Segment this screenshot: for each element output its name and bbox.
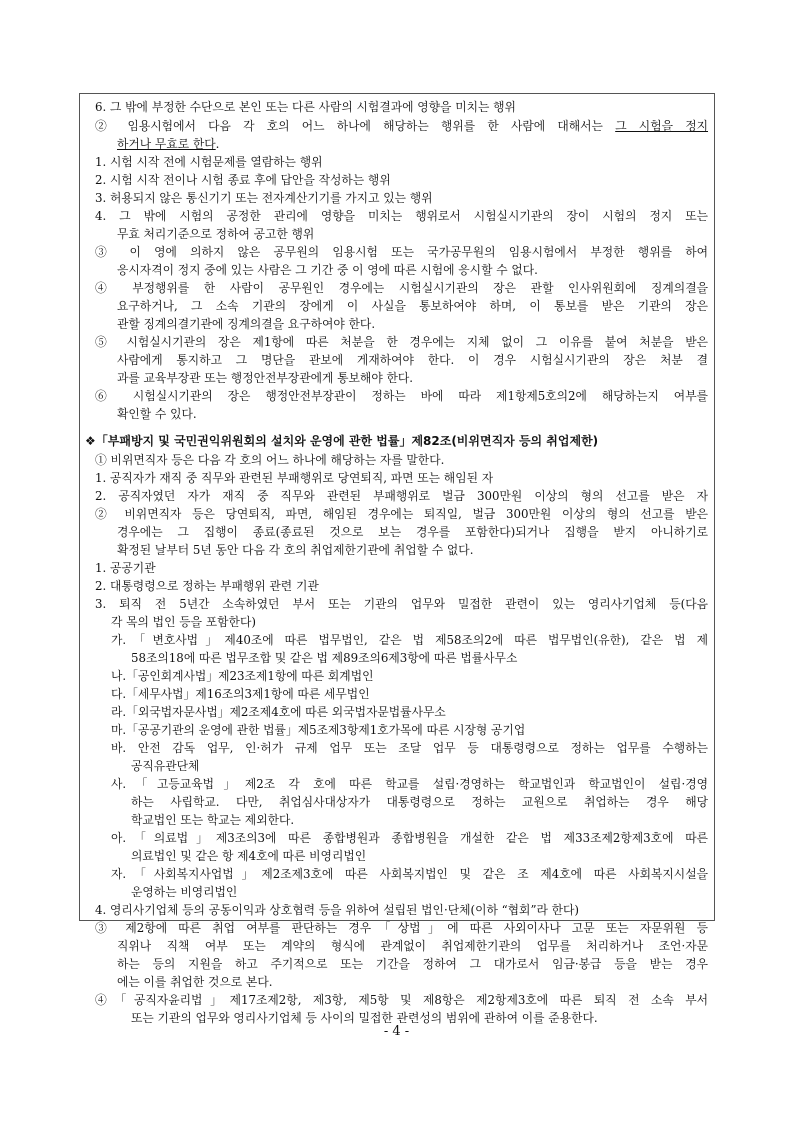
line-text (95, 505, 708, 523)
text-line (95, 387, 708, 405)
line-main-text: 나.「공인회계사법」제23조제1항에 따른 회계법인 (111, 669, 374, 683)
line-main-text: 4. 그 밖에 시험의 공정한 관리에 영향을 미치는 행위로서 시험실시기관의 장이 시험의 정지 또는 (95, 209, 708, 223)
line-main-text: 또는 기관의 업무와 영리사기업체 등 사이의 밀접한 관련성의 범위에 관하여 이를 준용한다. (131, 1011, 598, 1025)
line-text (95, 189, 433, 207)
line-text (117, 523, 708, 541)
line-main-text: 1. 공공기관 (95, 561, 156, 575)
line-main-text: 아.「의료법」제3조의3에 따른 종합병원과 종합병원을 개설한 같은 법 제33조제2항제3호에 따른 (111, 831, 708, 845)
text-line (131, 793, 708, 811)
line-trailing-text: . (215, 137, 220, 151)
text-line (95, 991, 708, 1009)
line-main-text: 응시자격이 정지 중에 있는 사람은 그 기간 중 이 영에 따른 시험에 응시할 수 없다. (117, 263, 538, 277)
line-text (85, 432, 598, 450)
text-line (131, 757, 199, 775)
page-number: - 4 - (383, 1024, 410, 1039)
line-main-text: 에는 이를 취업한 것으로 본다. (117, 975, 273, 989)
line-text (95, 171, 391, 189)
line-text (95, 279, 708, 297)
text-line (95, 153, 323, 171)
line-text (95, 991, 708, 1009)
line-main-text: ④ 부정행위를 한 사람이 공무원인 경우에는 시험실시기관의 장은 관할 인사위원회에 징계의결을 (95, 281, 708, 295)
line-text (111, 721, 525, 739)
line-text (117, 973, 273, 991)
line-text (117, 369, 413, 387)
text-line (117, 405, 197, 423)
line-text (131, 757, 199, 775)
line-text (95, 469, 493, 487)
underlined-text: 그 시험을 정지 (615, 119, 709, 133)
line-text (95, 117, 708, 135)
line-main-text: 과를 교육부장관 또는 행정안전부장관에게 통보해야 한다. (117, 371, 413, 385)
line-text (111, 703, 446, 721)
line-text (117, 315, 375, 333)
text-line (95, 595, 708, 613)
line-text (95, 387, 708, 405)
line-text (117, 405, 197, 423)
line-text (117, 261, 538, 279)
line-main-text: 3. 퇴직 전 5년간 소속하였던 부서 또는 기관의 업무와 밀접한 관련이 있는 영리사기업체 등(다음 (95, 597, 708, 611)
line-main-text: 공직유관단체 (131, 759, 200, 773)
line-main-text: 하는 사립학교. 다만, 취업심사대상자가 대통령령으로 정하는 교원으로 취업하는 경우 해당 (131, 795, 708, 809)
text-line (117, 523, 708, 541)
line-main-text: ⑤ 시험실시기관의 장은 제1항에 따른 처분을 한 경우에는 지체 없이 그 이유를 붙여 처분을 받은 (95, 335, 708, 349)
line-main-text: ⑥ 시험실시기관의 장은 행정안전부장관이 정하는 바에 따라 제1항제5호의2에 해당하는지 여부를 (95, 389, 708, 403)
text-line (117, 541, 473, 559)
text-line (111, 703, 446, 721)
line-text (95, 595, 708, 613)
line-text (117, 135, 219, 153)
text-line (111, 685, 370, 703)
text-line (95, 559, 156, 577)
line-main-text: 가.「변호사법」제40조에 따른 법무법인, 같은 법 제58조의2에 따른 법무법인(유한), 같은 법 제 (111, 633, 708, 647)
text-line (95, 207, 708, 225)
text-line (117, 937, 708, 955)
text-line (131, 649, 517, 667)
line-text (111, 739, 708, 757)
text-line (95, 469, 493, 487)
text-line (111, 631, 708, 649)
text-line (117, 297, 708, 315)
line-main-text: 1. 시험 시작 전에 시험문제를 열람하는 행위 (95, 155, 323, 169)
line-text (131, 883, 237, 901)
line-main-text: 무효 처리기준으로 정하여 공고한 행위 (117, 227, 315, 241)
text-line (95, 189, 433, 207)
text-line (131, 883, 237, 901)
line-text (95, 333, 708, 351)
text-line (95, 487, 708, 505)
line-text (95, 243, 708, 261)
text-line (95, 243, 708, 261)
text-line (95, 171, 391, 189)
line-main-text: 각 목의 법인 등을 포함한다) (111, 615, 256, 629)
text-line (111, 721, 525, 739)
line-main-text: 사람에게 통지하고 그 명단을 관보에 게재하여야 한다. 이 경우 시험실시기관의 장은 처분 결 (117, 353, 708, 367)
text-line (95, 901, 579, 919)
line-text (117, 225, 314, 243)
line-text (111, 775, 708, 793)
text-line (117, 369, 413, 387)
text-line (111, 775, 708, 793)
line-text (111, 865, 708, 883)
line-main-text: ③ 이 영에 의하지 않은 공무원의 임용시험 또는 국가공무원의 임용시험에서 부정한 행위를 하여 (95, 245, 708, 259)
line-text (131, 649, 517, 667)
line-text (117, 297, 708, 315)
text-line (111, 865, 708, 883)
line-main-text: 6. 그 밖에 부정한 수단으로 본인 또는 다른 사람의 시험결과에 영향을 미치는 행위 (95, 100, 516, 114)
text-line (95, 117, 708, 135)
text-line (111, 613, 256, 631)
line-main-text: 2. 시험 시작 전이나 시험 종료 후에 답안을 작성하는 행위 (95, 173, 391, 187)
line-text (95, 919, 708, 937)
section-heading (85, 432, 598, 450)
line-main-text: 확정된 날부터 5년 동안 다음 각 호의 취업제한기관에 취업할 수 없다. (117, 543, 474, 557)
line-main-text: 자.「사회복지사업법」제2조제3호에 따른 사회복지법인 및 같은 조 제4호에 따른 사회복지시설을 (111, 867, 708, 881)
line-main-text: 마.「공공기관의 운영에 관한 법률」제5조제3항제1호가목에 따른 시장형 공기업 (111, 723, 526, 737)
line-main-text: 2. 공직자였던 자가 재직 중 직무와 관련된 부패행위로 벌금 300만원 이상의 형의 선고를 받은 자 (95, 489, 708, 503)
text-line (95, 919, 708, 937)
text-line (117, 351, 708, 369)
line-text (131, 793, 708, 811)
line-main-text: 운영하는 비영리법인 (131, 885, 238, 899)
line-main-text: ② 임용시험에서 다음 각 호의 어느 하나에 해당하는 행위를 한 사람에 대해서는 (95, 119, 616, 133)
text-line (111, 667, 374, 685)
text-line (95, 577, 319, 595)
line-text (95, 451, 444, 469)
text-line (95, 333, 708, 351)
line-main-text: 58조의18에 따른 법무조합 및 같은 법 제89조의6제3항에 따른 법률사무소 (131, 651, 518, 665)
text-line (117, 225, 314, 243)
text-line (117, 315, 375, 333)
text-line (117, 261, 538, 279)
line-main-text: 관할 징계의결기관에 징계의결을 요구하여야 한다. (117, 317, 376, 331)
line-main-text: ① 비위면직자 등은 다음 각 호의 어느 하나에 해당하는 자를 말한다. (95, 453, 445, 467)
line-text (95, 901, 579, 919)
line-text (131, 811, 294, 829)
line-text (117, 541, 473, 559)
line-text (111, 667, 374, 685)
line-main-text: 2. 대통령령으로 정하는 부패행위 관련 기관 (95, 579, 319, 593)
text-line (95, 505, 708, 523)
line-text (117, 955, 708, 973)
line-text (95, 559, 156, 577)
text-line (117, 955, 708, 973)
line-main-text: 3. 허용되지 않은 통신기기 또는 전자계산기기를 가지고 있는 행위 (95, 191, 433, 205)
line-text (117, 351, 708, 369)
line-main-text: 요구하거나, 그 소속 기관의 장에게 이 사실을 통보하여야 하며, 이 통보를 받은 기관의 장은 (117, 299, 708, 313)
text-line (131, 847, 366, 865)
line-main-text: 의료법인 및 같은 항 제4호에 따른 비영리법인 (131, 849, 367, 863)
text-line (95, 98, 516, 116)
text-line (111, 829, 708, 847)
line-text (111, 829, 708, 847)
line-main-text: 하는 등의 지원을 하고 주기적으로 또는 기간을 정하여 그 대가로서 임금·봉급 등을 받는 경우 (117, 957, 708, 971)
underlined-text: 하거나 무효로 한다 (117, 137, 216, 151)
line-text (117, 937, 708, 955)
line-text (111, 613, 256, 631)
text-line (95, 451, 444, 469)
text-line (95, 279, 708, 297)
line-main-text: 학교법인 또는 학교는 제외한다. (131, 813, 295, 827)
text-line (117, 973, 273, 991)
line-main-text: 확인할 수 있다. (117, 407, 197, 421)
line-text (95, 153, 323, 171)
line-main-text: ④「공직자윤리법」제17조제2항, 제3항, 제5항 및 제8항은 제2항제3호에 따른 퇴직 전 소속 부서 (95, 993, 708, 1007)
text-line (117, 135, 219, 153)
line-text (111, 631, 708, 649)
line-main-text: ③ 제2항에 따른 취업 여부를 판단하는 경우「상법」에 따른 사외이사나 고문 또는 자문위원 등 (95, 921, 708, 935)
line-main-text: ② 비위면직자 등은 당연퇴직, 파면, 해임된 경우에는 퇴직일, 벌금 300만원 이상의 형의 선고를 받은 (95, 507, 708, 521)
line-text (95, 577, 319, 595)
line-main-text: 4. 영리사기업체 등의 공동이익과 상호협력 등을 위하여 설립된 법인·단체(이하 “협회”라 한다) (95, 903, 580, 917)
text-line (131, 811, 294, 829)
line-main-text: 라.「외국법자문사법」제2조제4호에 따른 외국법자문법률사무소 (111, 705, 446, 719)
line-text (95, 207, 708, 225)
text-line (111, 739, 708, 757)
document-frame (79, 93, 715, 1025)
line-text (95, 487, 708, 505)
line-main-text: 경우에는 그 집행이 종료(종료된 것으로 보는 경우를 포함한다)되거나 집행을 받지 아니하기로 (117, 525, 708, 539)
line-main-text: 직위나 직책 여부 또는 계약의 형식에 관계없이 취업제한기관의 업무를 처리하거나 조언·자문 (117, 939, 708, 953)
line-main-text: 사.「고등교육법」제2조 각 호에 따른 학교를 설립·경영하는 학교법인과 학교법인이 설립·경영 (111, 777, 708, 791)
line-text (131, 847, 366, 865)
line-main-text: ❖「부패방지 및 국민권익위원회의 설치와 운영에 관한 법률」제82조(비위면직자 등의 취업제한) (85, 434, 599, 448)
line-text (111, 685, 370, 703)
line-main-text: 1. 공직자가 재직 중 직무와 관련된 부패행위로 당연퇴직, 파면 또는 해임된 자 (95, 471, 494, 485)
line-main-text: 다.「세무사법」제16조의3제1항에 따른 세무법인 (111, 687, 370, 701)
line-main-text: 바. 안전 감독 업무, 인·허가 규제 업무 또는 조달 업무 등 대통령령으로 정하는 업무를 수행하는 (111, 741, 708, 755)
line-text (95, 98, 516, 116)
